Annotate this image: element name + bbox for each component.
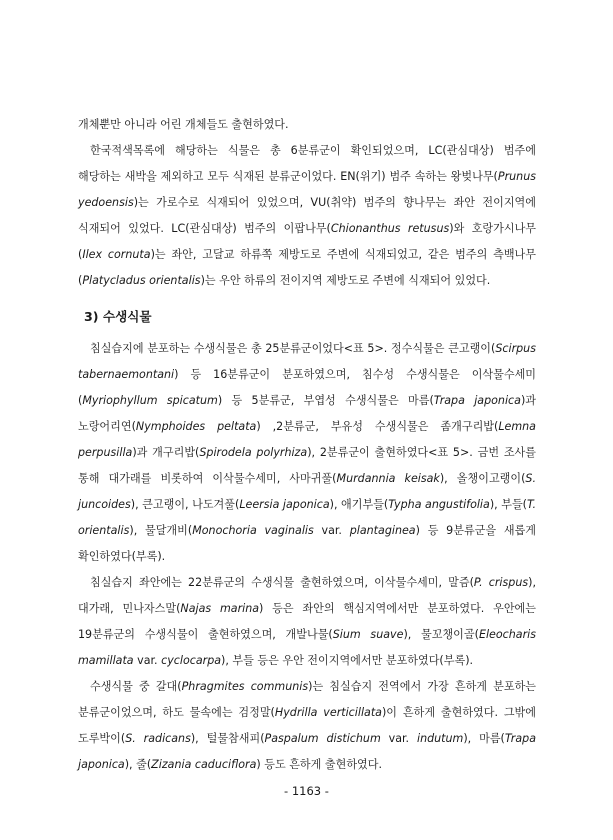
- text-run: ), 부들 등은 우안 전이지역에서만 분포하였다(부록).: [221, 654, 474, 667]
- scientific-name: T. orientalis: [78, 498, 536, 537]
- text-run: var.: [380, 732, 417, 745]
- text-run: ), 올챙이고랭이(: [439, 472, 526, 485]
- scientific-name: Monochoria vaginalis: [192, 524, 314, 537]
- text-run: ) 등은 좌안의 핵심지역에서만 분포하였다. 우안에는 19분류군의 수생식물이 출현하였으며, 개발나물(: [78, 602, 536, 641]
- paragraph-aquatic-summary: [78, 336, 536, 570]
- scientific-name: plantaginea: [349, 524, 416, 537]
- scientific-name: Phragmites communis: [181, 680, 309, 693]
- paragraph-banks-distribution: [78, 570, 536, 674]
- scientific-name: Myriophyllum spicatum: [82, 394, 218, 407]
- text-run: ) ,2분류군, 부유성 수생식물은 좀개구리밥(: [256, 420, 499, 433]
- scientific-name: Typha angustifolia: [388, 498, 490, 511]
- text-run: )는 침실습지 전역에서 가장 흔하게 분포하는 분류군이었으며, 하도 물속에는 검정말(: [78, 680, 536, 719]
- paragraph-common-species: [78, 674, 536, 778]
- text-run: var.: [313, 524, 350, 537]
- scientific-name: Scirpus tabernaemontani: [78, 342, 536, 381]
- text-run: )는 가로수로 식재되어 있었으며, VU(취약) 범주의 향나무는 좌안 전이지역에 식재되어 있었다. LC(관심대상) 범주의 이팝나무(: [78, 196, 536, 235]
- text-run: ) 등 16분류군이 분포하였으며, 침수성 수생식물은 이삭물수세미(: [78, 368, 536, 407]
- scientific-name: Paspalum distichum: [264, 732, 381, 745]
- paragraph-continuation: 개체뿐만 아니라 어린 개체들도 출현하였다.: [78, 118, 289, 131]
- text-run: ), 2분류군이 출현하였다<표 5>. 금번 조사를 통해 대가래를 비롯하여 이삭물수세미, 사마귀풀(: [78, 446, 536, 485]
- scientific-name: Chionanthus retusus: [330, 222, 450, 235]
- text-run: 침실습지 좌안에는 22분류군의 수생식물 출현하였으며, 이삭물수세미, 말즘(: [90, 576, 474, 589]
- text-run: ), 줄(: [124, 758, 152, 771]
- scientific-name: Ilex cornuta: [82, 248, 151, 261]
- text-run: )는 좌안, 고달교 하류쪽 제방도로 주변에 식재되었고, 같은 범주의 측백나무(: [78, 248, 536, 287]
- text-run: ), 물달개비(: [129, 524, 193, 537]
- text-run: ), 물꼬챙이골(: [403, 628, 479, 641]
- text-run: ) 등 9분류군을 새롭게 확인하였다(부록).: [78, 524, 536, 563]
- scientific-name: S. radicans: [125, 732, 191, 745]
- text-run: ) 등도 흔하게 출현하였다.: [256, 758, 382, 771]
- scientific-name: Leersia japonica: [239, 498, 330, 511]
- scientific-name: Trapa japonica: [78, 732, 536, 771]
- text-run: )과 노랑어리연(: [78, 394, 536, 433]
- scientific-name: P. crispus: [473, 576, 529, 589]
- scientific-name: cyclocarpa: [161, 654, 222, 667]
- scientific-name: Eleocharis mamillata: [78, 628, 536, 667]
- scientific-name: Platycladus orientalis: [82, 274, 201, 287]
- text-run: 수생식물 중 갈대(: [90, 680, 182, 693]
- scientific-name: Hydrilla verticillata: [274, 706, 382, 719]
- text-run: ), 털물참새피(: [190, 732, 265, 745]
- text-run: ), 부들(: [489, 498, 527, 511]
- scientific-name: Lemna perpusilla: [78, 420, 536, 459]
- scientific-name: indutum: [416, 732, 464, 745]
- text-run: ), 큰고랭이, 나도겨풀(: [130, 498, 240, 511]
- text-run: 한국적색목록에 해당하는 식물은 총 6분류군이 확인되었으며, LC(관심대상) 범주에 해당하는 새박을 제외하고 모두 식재된 분류군이었다. EN(위기) 범주 속하는 왕벚나무(: [78, 144, 536, 183]
- scientific-name: Nymphoides peltata: [135, 420, 257, 433]
- scientific-name: Spirodela polyrhiza: [199, 446, 308, 459]
- scientific-name: Zizania caduciflora: [151, 758, 257, 771]
- text-run: var.: [133, 654, 162, 667]
- body-text: [78, 112, 536, 778]
- scientific-name: Najas marina: [180, 602, 260, 615]
- section-heading-aquatic-plants: 3) 수생식물: [84, 309, 152, 324]
- text-run: )는 우안 하류의 전이지역 제방도로 주변에 식재되어 있었다.: [200, 274, 491, 287]
- scientific-name: S. juncoides: [78, 472, 536, 511]
- scientific-name: Sium suave: [332, 628, 404, 641]
- text-run: ), 마름(: [463, 732, 505, 745]
- scientific-name: Prunus yedoensis: [78, 170, 536, 209]
- paragraph-red-list: [78, 138, 536, 294]
- page-number: - 1163 -: [284, 784, 329, 798]
- text-run: ), 애기부들(: [329, 498, 389, 511]
- text-run: )과 개구리밥(: [132, 446, 200, 459]
- scientific-name: Murdannia keisak: [336, 472, 440, 485]
- text-run: ) 등 5분류군, 부엽성 수생식물은 마름(: [217, 394, 434, 407]
- text-run: )와 호랑가시나무(: [78, 222, 536, 261]
- text-run: ), 대가래, 민나자스말(: [78, 576, 536, 615]
- scientific-name: Trapa japonica: [433, 394, 521, 407]
- text-run: 침실습지에 분포하는 수생식물은 총 25분류군이었다<표 5>. 정수식물은 큰고랭이(: [90, 342, 496, 355]
- text-run: )이 흔하게 출현하였다. 그밖에 도루박이(: [78, 706, 536, 745]
